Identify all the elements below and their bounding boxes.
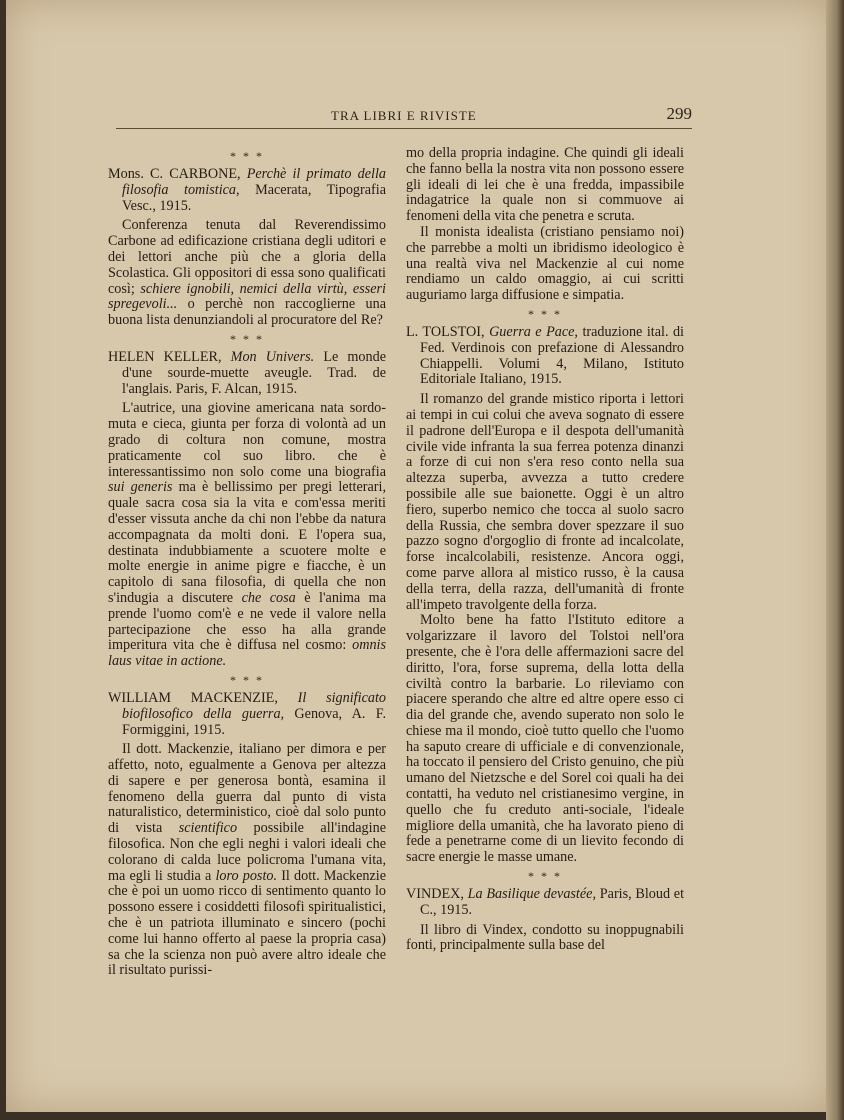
paragraph: Il dott. Mackenzie, italiano per dimora e per affetto, noto, egualmente a Genova per altezza di sapere e per generosa bontà, esamina il fenomeno della guerra dal punto di vista naturalistico, deterministico, cioè dal solo punto di vista scientifico possibile all'indagine filosofica. Non che egli neghi i valori ideali che colorano di calda luce policroma l'umana vita, ma egli li studia a loro posto. Il dott. Mackenzie che è poi un uomo ricco di sentimento quanto lo possono essere i cosiddetti filosofi spiritualistici, che è un patriota illuminato e sincero (pochi come lui hanno offerto al paese la propria casa) sa che la scienza non può avere altro ideale che il risultato purissi-	[108, 741, 387, 979]
separator: * * *	[528, 306, 562, 321]
right-column	[406, 146, 684, 954]
entry-title: Mon Univers.	[230, 348, 315, 365]
left-column	[108, 146, 386, 979]
page-edge	[826, 0, 844, 1120]
entry-publication: Paris, Bloud et C., 1915.	[420, 886, 685, 918]
paragraph: Il monista idealista (cristiano pensiamo noi) che parrebbe a molti un ibridismo ideologico è una realtà viva nel Mackenzie al cui nome rendiamo un caldo omaggio, ai cui scritti auguriamo larga diffusione e simpatia.	[406, 223, 684, 304]
separator: * * *	[230, 149, 264, 163]
entry-heading	[108, 167, 386, 214]
entry-publication: Genova, A. F. Formiggini, 1915.	[122, 705, 386, 738]
separator: * * *	[528, 869, 562, 884]
paragraph: L'autrice, una giovine americana nata sordo-muta e cieca, giunta per forza di volontà ad un grado di coltura non comune, mostra praticamente col suo libro. che è interessantissimo non solo come una biografia sui generis ma è bellissimo per pregi letterari, quale sacra cosa sia la vita e com'essa meriti d'esser vissuta anche da chi non l'ebbe da natura accompagnata da molti doni. E l'opera sua, destinata indubbiamente a scuotere molte e molte energie in anime pigre e fiacche, è un capitolo di sana filosofia, di quella che non s'indugia a discutere che cosa è l'anima ma prende l'uomo com'è e ne vede il valore nella partecipazione che esso ha alla grande imperitura vita che è diffusa nel cosmo: omnis laus vitae in actione.	[108, 400, 387, 670]
entry-heading	[406, 325, 684, 388]
running-title: TRA LIBRI E RIVISTE	[331, 108, 477, 123]
entry-author: HELEN KELLER,	[108, 348, 222, 365]
entry-title: La Basilique devastée,	[467, 886, 597, 903]
entry-heading	[108, 691, 386, 738]
paragraph: Il romanzo del grande mistico riporta i lettori ai tempi in cui colui che aveva sognato di essere il padrone dell'Europa e il despota dell'umanità civile vide infranta la sua ferrea potenza dinanzi a forze di cui non s'era reso conto nella sua altezza superba, avvezza a tutto credere possibile alle sue baionette. Oggi è un altro fiero, superbo nemico che tocca al suolo sacro della Russia, che sembra dover spezzare il suo pazzo sogno d'orgoglio di fronte ad incalcolate, forse incalcolabili, resistenze. Ancora oggi, come parve allora al mistico russo, è la causa della terra, della razza, dell'umanità di fronte all'impeto travolgente della forza.	[406, 391, 684, 613]
entry-author: Mons. C. CARBONE,	[108, 166, 241, 182]
entry-publication: Macerata, Tipografia Vesc., 1915.	[122, 181, 387, 214]
entry-author: WILLIAM MACKENZIE,	[108, 689, 278, 706]
entry-title: Il significato biofilosofico della guerra,	[122, 689, 386, 722]
separator: * * *	[230, 672, 264, 687]
entry-author: VINDEX,	[406, 886, 464, 903]
entry-title: Perchè il primato della filosofia tomistica,	[122, 166, 386, 198]
paragraph: Molto bene ha fatto l'Istituto editore a volgarizzare il lavoro del Tolstoi nell'ora presente, che è l'ora delle affermazioni sacre del diritto, l'ora, forse suprema, della lotta della civiltà contro la barbarie. Lo rileviamo con piacere sperando che altre ed altre opere esso ci dia del grande che, avendo superato non solo le chiese ma il mondo, cioè tutto quello che l'uomo ha saputo creare di ufficiale e di convenzionale, ha toccato il pensiero del Cristo genuino, che più umano del Nietzsche e del Sorel coi quali ha dei contatti, ha veduto nel cristianesimo vergine, in quello che fu creduto anti-sociale, l'ideale migliore della umanità, che ha lavorato pieno di fede a penetrarne come di un lievito fecondo di sacre energie le masse umane.	[406, 612, 684, 866]
entry-publication: traduzione ital. di Fed. Verdinois con prefazione di Alessandro Chiappelli. Volumi 4, Milano, Istituto Editoriale Italiano, 1915.	[420, 323, 684, 388]
entry-heading	[406, 887, 684, 919]
separator: * * *	[230, 331, 264, 346]
paragraph: Conferenza tenuta dal Reverendissimo Carbone ad edificazione cristiana degli uditori e dei lettori anche più che a gloria della Scolastica. Gli oppositori di essa sono qualificati così; schiere ignobili, nemici della virtù, esseri spregevoli... o perchè non raccoglierne una buona lista denunziandoli al procuratore del Re?	[108, 217, 386, 329]
paragraph: Il libro di Vindex, condotto su inoppugnabili fonti, principalmente sulla base del	[406, 921, 684, 954]
entry-publication: Le monde d'une sourde-muette aveugle. Trad. de l'anglais. Paris, F. Alcan, 1915.	[122, 348, 386, 397]
running-head	[116, 104, 692, 129]
page-number: 299	[666, 104, 692, 123]
entry-title: Guerra e Pace,	[489, 323, 578, 340]
entry-author: L. TOLSTOI,	[406, 323, 485, 340]
paragraph-continued: mo della propria indagine. Che quindi gli ideali che fanno bella la nostra vita non possono essere gli ideali di lei che è una fredda, impassibile indagatrice la quale non si commuove ai fenomeni della vita che penetra e scruta.	[406, 145, 684, 225]
entry-heading	[108, 350, 386, 397]
